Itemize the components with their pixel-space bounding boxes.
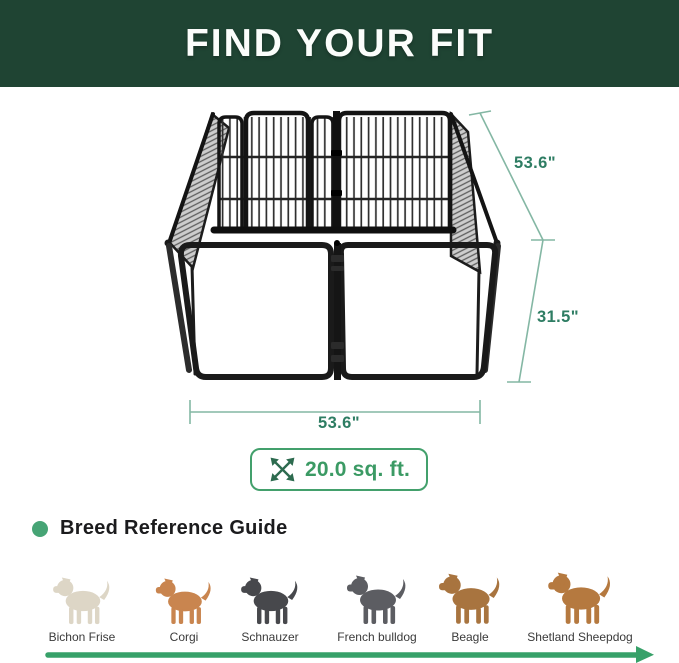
breed-label: Schnauzer <box>241 630 299 644</box>
right-arrow-icon <box>48 646 654 663</box>
breed-guide-header <box>32 517 288 540</box>
breed-item-schnauzer <box>215 548 325 644</box>
dog-photo-schnauzer <box>239 576 301 626</box>
breed-label: French bulldog <box>337 630 417 644</box>
breed-item-beagle <box>415 548 525 644</box>
dog-photo-bichon-frise <box>51 576 113 626</box>
dog-photo-shetland-sheepdog <box>546 571 614 626</box>
breed-label: Bichon Frise <box>48 630 116 644</box>
breed-item-shetland-sheepdog <box>525 548 635 644</box>
breed-guide-title: Breed Reference Guide <box>60 517 288 539</box>
breed-item-bichon-frise <box>27 548 137 644</box>
circle-dot-icon <box>32 521 48 537</box>
depth-dimension-label: 53.6" <box>514 154 556 172</box>
breed-label: Corgi <box>169 630 199 644</box>
page-title: FIND YOUR FIT <box>184 21 495 65</box>
width-dimension-label: 53.6" <box>318 414 360 432</box>
dog-photo-french-bulldog <box>345 574 409 626</box>
dog-photo-corgi <box>154 577 214 626</box>
area-badge <box>250 448 428 491</box>
breed-label: Shetland Sheepdog <box>527 630 633 644</box>
dog-photo-beagle <box>437 572 503 626</box>
playpen-illustration <box>165 111 501 380</box>
area-badge-label: 20.0 sq. ft. <box>304 457 411 481</box>
breed-label: Beagle <box>451 630 489 644</box>
expand-arrows-icon <box>268 455 297 484</box>
height-dimension-label: 31.5" <box>537 308 579 326</box>
